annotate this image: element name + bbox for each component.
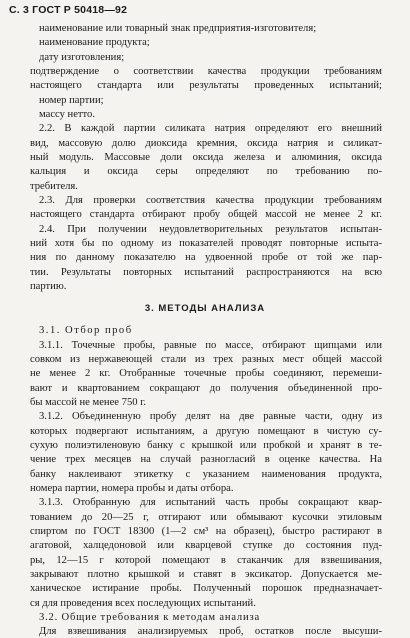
text-line: вают и квартованием сокращают до получения объединенной про- bbox=[30, 383, 382, 394]
text-line: закрывают плотно крышкой и ставят в эксикатор. Допускается ме- bbox=[30, 569, 382, 580]
text-line: сухую полиэтиленовую банку с крышкой или пробкой и хранят в те- bbox=[30, 440, 382, 451]
text-line: 2.2. В каждой партии силиката натрия определяют его внешний bbox=[39, 123, 382, 134]
text-line: агатовой, халцедоновой или кварцевой ступке до состояния пуд- bbox=[30, 540, 382, 551]
text-line: спиртом по ГОСТ 18300 (1—2 см³ на образец), быстро растирают в bbox=[30, 526, 382, 537]
text-line: наименование продукта; bbox=[39, 37, 150, 48]
text-line: массу нетто. bbox=[39, 109, 95, 120]
text-line: 2.4. При получении неудовлетворительных результатов испытан- bbox=[39, 224, 382, 235]
text-line: наименование или товарный знак предприятия-изготовителя; bbox=[39, 23, 317, 34]
text-line: ный модуль. Массовые доли оксида железа и алюминия, оксида bbox=[30, 152, 382, 163]
text-line: подтверждение о соответствии качества продукции требованиям bbox=[30, 66, 382, 77]
text-line: 2.3. Для проверки соответствия качества продукции требованиям bbox=[39, 195, 382, 206]
subsection-heading: 3.2. Общие требования к методам анализа bbox=[39, 612, 260, 623]
text-line: настоящего стандарта или результаты проведенных испытаний; bbox=[30, 80, 382, 91]
text-line: дату изготовления; bbox=[39, 52, 125, 63]
text-line: тованием до 20—25 г, отгирают или обмывают кусочки этиловым bbox=[30, 512, 382, 523]
text-line: бы массой не менее 750 г. bbox=[30, 397, 146, 408]
text-line: номер партии; bbox=[39, 95, 104, 106]
text-line: ры, 12—15 г которой помещают в стаканчик для взвешивания, bbox=[30, 555, 382, 566]
text-line: партию. bbox=[30, 281, 67, 292]
text-line: ханическое истирание пробы. Полученный порошок предназначает- bbox=[30, 583, 382, 594]
text-line: совком из нержавеющей стали из трех разных мест общей массой bbox=[30, 354, 382, 365]
text-line: ся для проведения всех последующих испытаний. bbox=[30, 598, 256, 609]
text-line: чение трех месяцев на случай разногласий в оценке качества. На bbox=[30, 454, 382, 465]
text-line: не менее 2 кг. Отобранные точечные пробы соединяют, перемеши- bbox=[30, 368, 382, 379]
text-line: которых подвергают испытаниям, а другую помещают в чистую су- bbox=[30, 426, 382, 437]
text-line: 3.1.2. Объединенную пробу делят на две равные части, одну из bbox=[39, 411, 382, 422]
text-line: требителя. bbox=[30, 181, 78, 192]
text-line: ния по данному показателю на удвоенной пробе от той же пар- bbox=[30, 252, 382, 263]
text-line: настоящего стандарта отбирают пробу общей массой не менее 2 кг. bbox=[30, 209, 382, 220]
text-line: номера партии, номера пробы и даты отбора. bbox=[30, 483, 234, 494]
text-line: банку наклеивают этикетку с указанием наименования продукта, bbox=[30, 469, 382, 480]
text-line: кальция и оксида серы определяют по требованию по- bbox=[30, 166, 382, 177]
text-line: Для взвешивания анализируемых проб, остатков после высуши- bbox=[39, 626, 382, 637]
text-line: 3.1.3. Отобранную для испытаний часть пробы сокращают квар- bbox=[39, 497, 382, 508]
text-line: ний хотя бы по одному из показателей проводят повторные испыта- bbox=[30, 238, 382, 249]
subsection-heading: 3.1. Отбор проб bbox=[39, 325, 133, 336]
text-line: вид, массовую долю диоксида кремния, оксида натрия и силикат- bbox=[30, 138, 382, 149]
page-header: С. 3 ГОСТ Р 50418—92 bbox=[9, 4, 128, 16]
text-line: 3.1.1. Точечные пробы, равные по массе, отбирают щипцами или bbox=[39, 340, 382, 351]
section-title: 3. МЕТОДЫ АНАЛИЗА bbox=[144, 303, 266, 314]
text-line: тии. Результаты повторных испытаний распространяются на всю bbox=[30, 267, 382, 278]
